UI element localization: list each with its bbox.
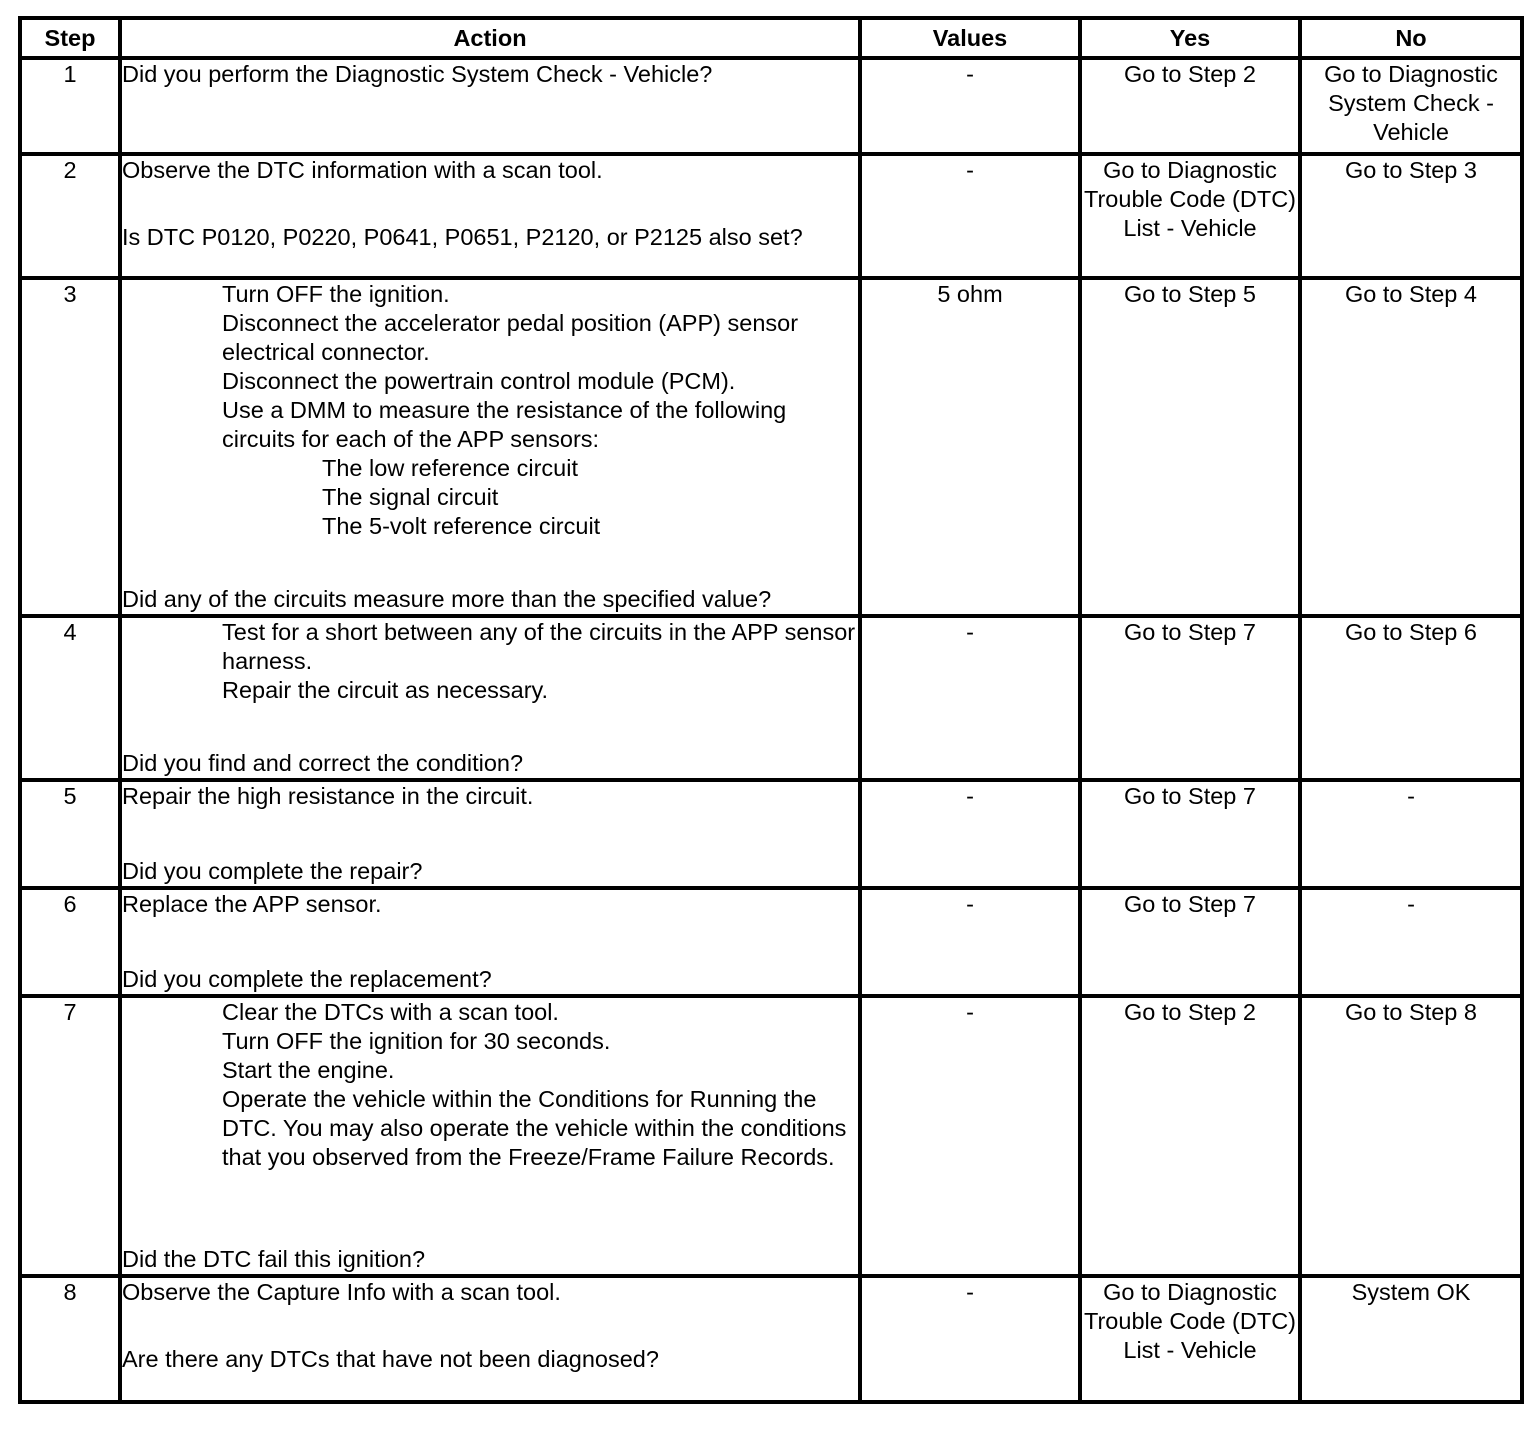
action-text: Observe the Capture Info with a scan tool. <box>122 1279 561 1305</box>
action-bullet: Disconnect the accelerator pedal position (APP) sensor electrical connector. <box>222 310 799 365</box>
table-row <box>20 616 1522 780</box>
header-step: Step <box>20 18 120 58</box>
values-cell: - <box>860 616 1080 780</box>
table-row <box>20 58 1522 154</box>
action-question: Did you complete the repair? <box>122 858 423 884</box>
step-number: 6 <box>20 888 120 996</box>
action-text: Repair the high resistance in the circuit. <box>122 783 534 809</box>
action-cell <box>120 154 860 278</box>
no-cell: Go to Diagnostic System Check - Vehicle <box>1300 58 1522 154</box>
action-question: Did you find and correct the condition? <box>122 750 524 776</box>
table-row <box>20 278 1522 616</box>
step-number: 8 <box>20 1276 120 1402</box>
action-sub-bullet: The signal circuit <box>322 484 499 510</box>
step-number: 1 <box>20 58 120 154</box>
yes-cell: Go to Step 5 <box>1080 278 1300 616</box>
yes-cell: Go to Step 7 <box>1080 888 1300 996</box>
yes-cell: Go to Step 7 <box>1080 780 1300 888</box>
header-no: No <box>1300 18 1522 58</box>
table-row <box>20 888 1522 996</box>
action-bullet: Use a DMM to measure the resistance of the following circuits for each of the APP sensors: <box>222 397 787 452</box>
action-sub-bullet: The low reference circuit <box>322 455 578 481</box>
action-cell <box>120 278 860 616</box>
no-cell: - <box>1300 780 1522 888</box>
action-cell <box>120 780 860 888</box>
values-cell: 5 ohm <box>860 278 1080 616</box>
action-bullet: Start the engine. <box>222 1057 395 1083</box>
values-cell: - <box>860 1276 1080 1402</box>
action-question: Are there any DTCs that have not been diagnosed? <box>122 1346 659 1372</box>
action-bullet: Disconnect the powertrain control module (PCM). <box>222 368 736 394</box>
action-question: Is DTC P0120, P0220, P0641, P0651, P2120, or P2125 also set? <box>122 224 803 250</box>
header-action: Action <box>120 18 860 58</box>
action-bullet: Turn OFF the ignition. <box>222 281 450 307</box>
action-bullet: Test for a short between any of the circuits in the APP sensor harness. <box>222 619 856 674</box>
step-number: 5 <box>20 780 120 888</box>
header-row <box>20 18 1522 58</box>
step-number: 2 <box>20 154 120 278</box>
diagnostic-table <box>18 16 1524 1404</box>
table-row <box>20 780 1522 888</box>
no-cell: Go to Step 6 <box>1300 616 1522 780</box>
action-bullet: Clear the DTCs with a scan tool. <box>222 999 559 1025</box>
values-cell: - <box>860 58 1080 154</box>
yes-cell: Go to Diagnostic Trouble Code (DTC) List - Vehicle <box>1080 1276 1300 1402</box>
no-cell: Go to Step 4 <box>1300 278 1522 616</box>
action-cell <box>120 1276 860 1402</box>
action-sub-bullet: The 5-volt reference circuit <box>322 513 601 539</box>
values-cell: - <box>860 154 1080 278</box>
no-cell: - <box>1300 888 1522 996</box>
action-cell <box>120 996 860 1276</box>
action-bullet: Repair the circuit as necessary. <box>222 677 549 703</box>
action-bullet: Operate the vehicle within the Conditions for Running the DTC. You may also operate the vehicle within the conditions that you observed from the Freeze/Frame Failure Records. <box>222 1086 847 1170</box>
step-number: 7 <box>20 996 120 1276</box>
no-cell: Go to Step 8 <box>1300 996 1522 1276</box>
action-bullet: Turn OFF the ignition for 30 seconds. <box>222 1028 611 1054</box>
action-question: Did the DTC fail this ignition? <box>122 1246 426 1272</box>
yes-cell: Go to Step 2 <box>1080 58 1300 154</box>
action-text: Replace the APP sensor. <box>122 891 382 917</box>
table-row <box>20 1276 1522 1402</box>
step-number: 4 <box>20 616 120 780</box>
action-cell <box>120 58 860 154</box>
action-question: Did any of the circuits measure more than the specified value? <box>122 586 772 612</box>
no-cell: System OK <box>1300 1276 1522 1402</box>
step-number: 3 <box>20 278 120 616</box>
values-cell: - <box>860 780 1080 888</box>
action-text: Observe the DTC information with a scan tool. <box>122 157 603 183</box>
header-values: Values <box>860 18 1080 58</box>
table-row <box>20 154 1522 278</box>
no-cell: Go to Step 3 <box>1300 154 1522 278</box>
values-cell: - <box>860 888 1080 996</box>
action-cell <box>120 888 860 996</box>
header-yes: Yes <box>1080 18 1300 58</box>
values-cell: - <box>860 996 1080 1276</box>
table-row <box>20 996 1522 1276</box>
action-text: Did you perform the Diagnostic System Check - Vehicle? <box>122 61 713 87</box>
action-cell <box>120 616 860 780</box>
action-question: Did you complete the replacement? <box>122 966 492 992</box>
yes-cell: Go to Step 2 <box>1080 996 1300 1276</box>
yes-cell: Go to Step 7 <box>1080 616 1300 780</box>
yes-cell: Go to Diagnostic Trouble Code (DTC) List - Vehicle <box>1080 154 1300 278</box>
